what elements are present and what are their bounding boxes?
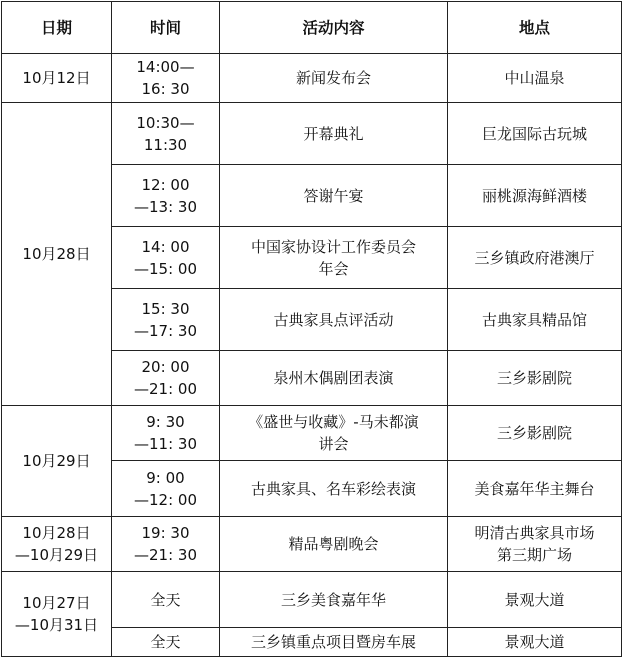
content-cell-line: 三乡美食嘉年华 [280,590,386,609]
time-cell-line: —13: 30 [134,197,197,216]
content-cell [220,406,448,461]
content-cell [220,103,448,165]
content-cell-line: 《盛世与收藏》-马未都演 [248,413,419,431]
place-cell-line: 古典家具精品馆 [481,310,587,329]
time-cell-line: 10:30— [136,113,195,132]
place-cell [448,461,622,517]
place-cell-line: 中山温泉 [504,69,565,87]
date-cell-line: 10月28日 [22,524,91,542]
time-cell-line: 9: 00 [146,468,185,487]
time-cell [112,227,220,289]
time-cell [112,406,220,461]
place-cell-line: 景观大道 [504,633,565,651]
header-time: 时间 [112,2,220,54]
content-cell [220,165,448,227]
time-cell-line: —12: 00 [134,490,197,509]
place-cell-line: 第三期广场 [496,546,572,564]
content-cell [220,227,448,289]
content-cell [220,351,448,406]
header-row [2,2,622,54]
date-cell-line: —10月29日 [14,546,99,564]
time-cell [112,351,220,406]
content-cell-line: 精品粤剧晚会 [288,535,379,553]
content-cell [220,572,448,628]
place-cell [448,165,622,227]
content-cell-line: 古典家具点评活动 [273,310,394,329]
content-cell-line: 泉州木偶剧团表演 [273,369,394,387]
date-cell [2,517,112,572]
date-cell-line: —10月31日 [14,616,99,634]
time-cell [112,572,220,628]
time-cell [112,517,220,572]
table-row [2,517,622,572]
content-cell [220,289,448,351]
time-cell-line: —11: 30 [134,435,197,453]
place-cell [448,54,622,103]
content-cell [220,517,448,572]
date-cell [2,572,112,657]
date-cell [2,54,112,103]
time-cell [112,103,220,165]
table-row [2,572,622,628]
schedule-table [1,1,622,657]
place-cell [448,351,622,406]
place-cell-line: 三乡镇政府港澳厅 [474,248,595,267]
time-cell-line: 20: 00 [141,358,190,376]
place-cell [448,517,622,572]
table-row [2,54,622,103]
date-cell-line: 10月28日 [22,245,91,263]
place-cell [448,289,622,351]
header-date: 日期 [2,2,112,54]
content-cell-line: 答谢午宴 [303,186,364,205]
place-cell [448,406,622,461]
time-cell-line: —15: 00 [134,259,197,278]
content-cell-line: 三乡镇重点项目暨房车展 [250,633,416,651]
header-content: 活动内容 [220,2,448,54]
time-cell-line: 19: 30 [141,524,190,542]
time-cell [112,461,220,517]
time-cell-line: —21: 30 [134,546,197,564]
time-cell [112,289,220,351]
place-cell-line: 丽桃源海鲜酒楼 [481,186,587,205]
content-cell-line: 新闻发布会 [295,69,371,87]
content-cell-line: 古典家具、名车彩绘表演 [250,479,416,498]
schedule-body [2,54,622,657]
place-cell-line: 景观大道 [504,590,565,609]
date-cell-line: 10月12日 [22,69,91,87]
date-cell-line: 10月29日 [22,452,91,470]
time-cell-line: 全天 [150,590,181,609]
content-cell-line: 年会 [318,259,349,278]
place-cell [448,572,622,628]
time-cell [112,54,220,103]
place-cell-line: 巨龙国际古玩城 [481,124,587,143]
content-cell [220,54,448,103]
time-cell-line: 全天 [150,633,181,651]
time-cell-line: 14:00— [136,58,195,76]
time-cell-line: 12: 00 [141,175,190,194]
date-cell [2,406,112,517]
date-cell [2,103,112,406]
table-row [2,406,622,461]
table-row [2,103,622,165]
date-cell-line: 10月27日 [22,594,91,612]
header-place: 地点 [448,2,622,54]
time-cell-line: 9: 30 [146,413,185,431]
time-cell-line: 16: 30 [141,80,190,98]
place-cell-line: 三乡影剧院 [496,369,572,387]
content-cell [220,461,448,517]
place-cell [448,227,622,289]
place-cell-line: 美食嘉年华主舞台 [474,479,595,498]
time-cell-line: 14: 00 [141,237,190,256]
place-cell [448,103,622,165]
content-cell-line: 中国家协设计工作委员会 [250,237,416,256]
time-cell [112,165,220,227]
time-cell-line: 15: 30 [141,299,190,318]
place-cell-line: 明清古典家具市场 [474,524,595,542]
place-cell-line: 三乡影剧院 [496,424,572,442]
time-cell-line: —17: 30 [134,321,197,340]
content-cell-line: 讲会 [318,435,349,453]
time-cell-line: —21: 00 [134,380,197,398]
content-cell-line: 开幕典礼 [303,124,364,143]
time-cell-line: 11:30 [143,135,188,154]
